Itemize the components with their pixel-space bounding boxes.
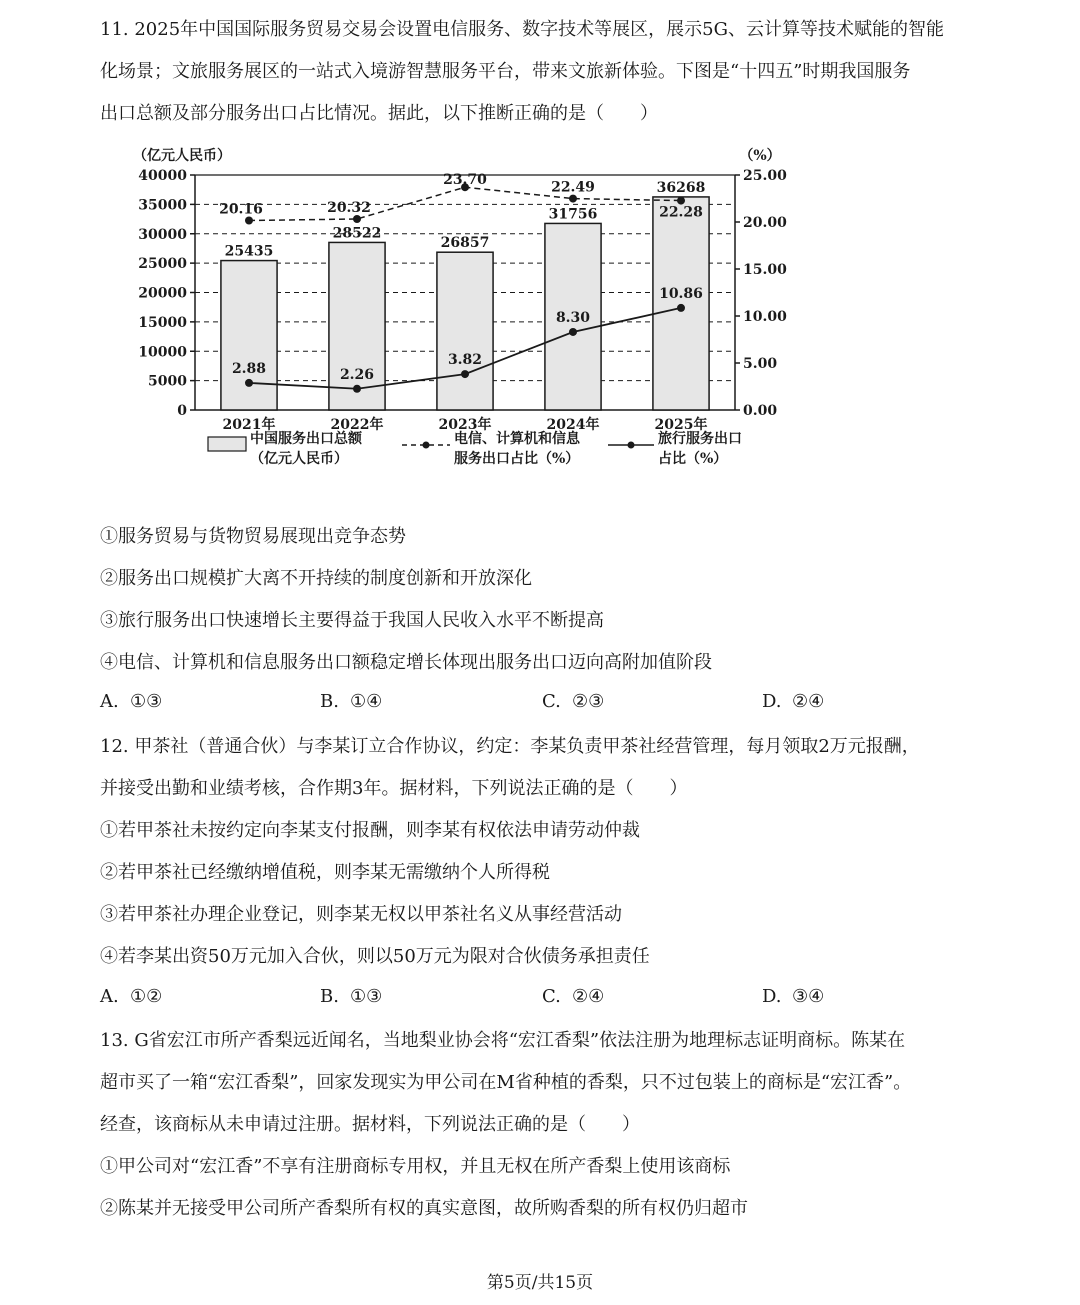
bar-value-label: 25435 (224, 243, 274, 260)
telecom-share-label: 23.70 (443, 172, 487, 189)
left-tick-label: 40000 (138, 168, 187, 184)
q12-option-b[interactable] (320, 985, 382, 1009)
point-telecom-share (677, 197, 685, 205)
left-tick-label: 5000 (148, 373, 187, 390)
option-key: D. (762, 691, 782, 712)
option-text: ①③ (350, 986, 383, 1007)
legend-dot-dashed (423, 442, 430, 449)
travel-share-label: 10.86 (659, 285, 703, 302)
option-key: B. (320, 986, 339, 1007)
q11-option-b[interactable] (320, 690, 382, 714)
legend-label-travel-unit: 占比（%） (658, 451, 728, 467)
q13-stem-line-3: 经查，该商标从未申请过注册。据材料，下列说法正确的是（ ） (100, 1114, 640, 1135)
x-tick-label: 2024年 (546, 417, 600, 433)
right-tick-label: 0.00 (743, 403, 778, 419)
point-telecom-share (245, 216, 253, 224)
q11-option-c[interactable] (542, 690, 604, 714)
bar-export-total (653, 197, 709, 410)
bar-value-label: 26857 (440, 235, 490, 252)
left-tick-label: 20000 (138, 285, 187, 302)
option-text: ①② (130, 986, 163, 1007)
option-key: C. (542, 986, 561, 1007)
point-telecom-share (569, 195, 577, 203)
q12-option-c[interactable] (542, 985, 604, 1009)
bar-value-label: 28522 (332, 225, 382, 242)
x-tick-label: 2022年 (330, 417, 384, 433)
option-key: A. (100, 691, 119, 712)
q11-stem-line-1: 11. 2025年中国国际服务贸易交易会设置电信服务、数字技术等展区，展示5G、云计算等技术赋能的智能 (100, 19, 944, 40)
q11-option-d[interactable] (762, 690, 824, 714)
legend-dot-solid (628, 442, 635, 449)
travel-share-label: 2.26 (339, 366, 375, 383)
q12-option-a[interactable] (100, 985, 162, 1009)
right-tick-label: 10.00 (743, 309, 787, 325)
q11-option-a[interactable] (100, 690, 162, 714)
option-key: B. (320, 691, 339, 712)
q12-statement-1: ①若甲茶社未按约定向李某支付报酬，则李某有权依法申请劳动仲裁 (100, 820, 640, 841)
option-text: ③④ (792, 986, 825, 1007)
legend-label-travel: 旅行服务出口 (658, 431, 742, 447)
q11-statement-2: ②服务出口规模扩大离不开持续的制度创新和开放深化 (100, 568, 532, 589)
q13-statement-1: ①甲公司对“宏江香”不享有注册商标专用权，并且无权在所产香梨上使用该商标 (100, 1156, 731, 1177)
q12-stem-line-2: 并接受出勤和业绩考核，合作期3年。据材料，下列说法正确的是（ ） (100, 778, 688, 799)
option-text: ①④ (350, 691, 383, 712)
point-travel-share (677, 304, 685, 312)
q11-statement-3: ③旅行服务出口快速增长主要得益于我国人民收入水平不断提高 (100, 610, 604, 631)
right-tick-label: 15.00 (743, 262, 787, 278)
left-tick-label: 30000 (138, 226, 187, 243)
bar-export-total (221, 261, 277, 410)
left-tick-label: 15000 (138, 314, 187, 331)
x-tick-label: 2025年 (654, 417, 708, 433)
telecom-share-label: 22.28 (659, 204, 703, 221)
q12-statement-3: ③若甲茶社办理企业登记，则李某无权以甲茶社名义从事经营活动 (100, 904, 622, 925)
left-tick-label: 10000 (138, 344, 187, 361)
q13-statement-2: ②陈某并无接受甲公司所产香梨所有权的真实意图，故所购香梨的所有权仍归超市 (100, 1198, 748, 1219)
option-text: ②④ (792, 691, 825, 712)
option-text: ②③ (572, 691, 605, 712)
q13-stem-line-1: 13. G省宏江市所产香梨远近闻名，当地梨业协会将“宏江香梨”依法注册为地理标志证明商标。陈某在 (100, 1030, 906, 1051)
legend-swatch-bar (208, 437, 246, 451)
q11-stem-line-3: 出口总额及部分服务出口占比情况。据此，以下推断正确的是（ ） (100, 103, 658, 124)
point-travel-share (569, 328, 577, 336)
service-export-chart (120, 140, 800, 490)
travel-share-label: 3.82 (447, 352, 483, 369)
x-tick-label: 2021年 (222, 417, 276, 433)
option-key: C. (542, 691, 561, 712)
telecom-share-label: 20.32 (327, 199, 371, 216)
legend-label-bar-unit: （亿元人民币） (250, 451, 348, 467)
option-key: A. (100, 986, 119, 1007)
page-number: 第5页/共15页 (486, 1273, 594, 1293)
legend-label-telecom: 电信、计算机和信息 (454, 431, 580, 447)
telecom-share-label: 20.16 (219, 201, 263, 218)
bar-value-label: 31756 (548, 206, 598, 223)
q12-options (100, 985, 1000, 1009)
q11-options (100, 690, 1000, 714)
q11-statement-4: ④电信、计算机和信息服务出口额稳定增长体现出服务出口迈向高附加值阶段 (100, 652, 712, 673)
right-tick-label: 5.00 (743, 356, 778, 372)
q12-statement-4: ④若李某出资50万元加入合伙，则以50万元为限对合伙债务承担责任 (100, 946, 650, 967)
travel-share-label: 2.88 (231, 360, 267, 377)
point-telecom-share (353, 215, 361, 223)
left-tick-label: 35000 (138, 197, 187, 214)
q13-stem-line-2: 超市买了一箱“宏江香梨”，回家发现实为甲公司在M省种植的香梨，只不过包装上的商标是“宏江香”。 (100, 1072, 912, 1093)
left-tick-label: 0 (177, 403, 187, 419)
travel-share-label: 8.30 (555, 309, 591, 326)
left-axis-unit: （亿元人民币） (133, 148, 231, 164)
point-travel-share (461, 370, 469, 378)
point-travel-share (353, 385, 361, 393)
option-text: ①③ (130, 691, 163, 712)
q11-stem-line-2: 化场景；文旅服务展区的一站式入境游智慧服务平台，带来文旅新体验。下图是“十四五”时期我国服务 (100, 61, 911, 82)
legend-label-telecom-unit: 服务出口占比（%） (454, 451, 580, 467)
right-tick-label: 25.00 (743, 168, 787, 184)
x-tick-label: 2023年 (438, 417, 492, 433)
right-axis-unit: （%） (739, 148, 781, 164)
bar-export-total (437, 252, 493, 410)
option-key: D. (762, 986, 782, 1007)
right-tick-label: 20.00 (743, 215, 787, 231)
point-travel-share (245, 379, 253, 387)
q12-statement-2: ②若甲茶社已经缴纳增值税，则李某无需缴纳个人所得税 (100, 862, 550, 883)
q11-statement-1: ①服务贸易与货物贸易展现出竞争态势 (100, 526, 406, 547)
q12-stem-line-1: 12. 甲茶社（普通合伙）与李某订立合作协议，约定：李某负责甲茶社经营管理，每月领取2万元报酬， (100, 736, 920, 757)
legend-label-bar: 中国服务出口总额 (250, 431, 362, 447)
bar-value-label: 36268 (656, 179, 706, 196)
left-tick-label: 25000 (138, 256, 187, 273)
option-text: ②④ (572, 986, 605, 1007)
q12-option-d[interactable] (762, 985, 824, 1009)
telecom-share-label: 22.49 (551, 179, 595, 196)
